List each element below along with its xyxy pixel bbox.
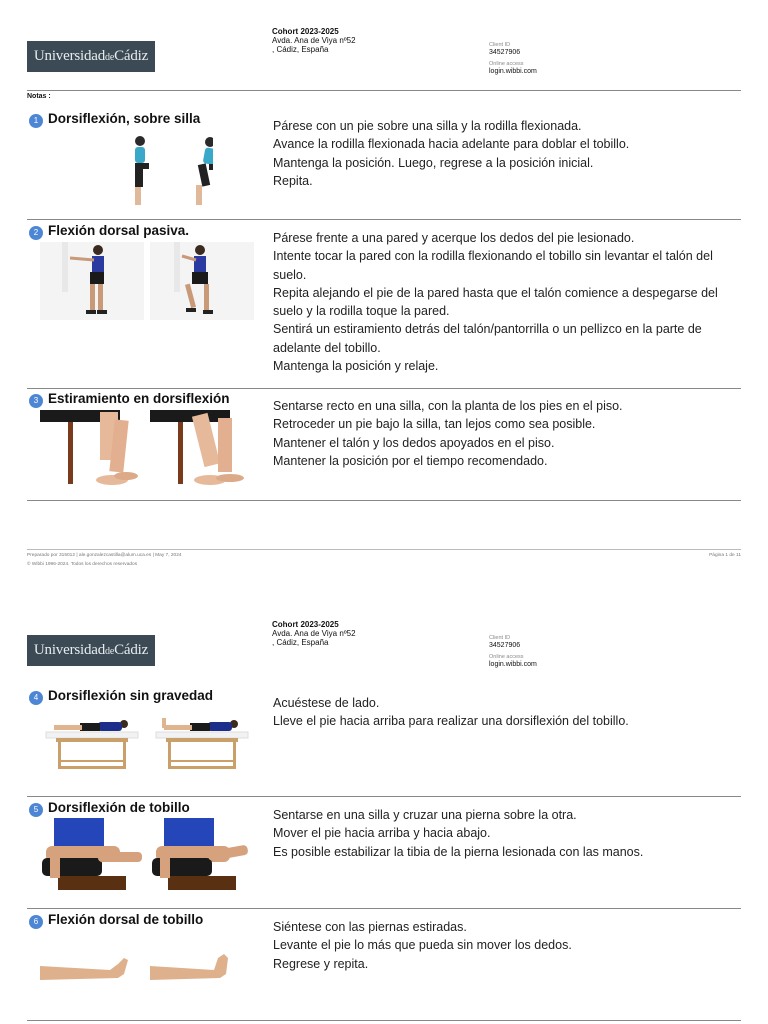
- address-line2: , Cádiz, España: [272, 638, 329, 647]
- header-divider: [27, 90, 741, 91]
- exercise-title: Dorsiflexión sin gravedad: [48, 688, 214, 703]
- exercise-image-end: [150, 242, 254, 320]
- exercise-number-badge: 2: [29, 226, 43, 240]
- exercise-image-start: [40, 930, 144, 1008]
- exercise-image-end: [150, 818, 254, 896]
- exercise-2: [27, 223, 741, 383]
- exercise-image-start: [40, 708, 144, 786]
- lunging-on-chair-figure: [163, 133, 213, 211]
- exercise-1: [27, 111, 741, 211]
- exercise-number-badge: 3: [29, 394, 43, 408]
- logo-text-main: Universidad: [33, 642, 106, 658]
- exercise-image-end: [150, 930, 254, 1008]
- address-block: [272, 27, 356, 54]
- instruction-line: Mantenga la posición. Luego, regrese a la posición inicial.: [273, 155, 594, 170]
- address-block: [272, 620, 356, 647]
- instruction-line: Retroceder un pie bajo la silla, tan lejos como sea posible.: [273, 417, 596, 432]
- exercise-image-start: [40, 410, 144, 488]
- exercise-divider: [27, 796, 741, 797]
- instruction-line: Sentarse recto en una silla, con la planta de los pies en el piso.: [273, 399, 623, 413]
- exercise-5: [27, 800, 741, 900]
- instruction-line: Párese con un pie sobre una silla y la rodilla flexionada.: [273, 119, 582, 133]
- exercise-divider: [27, 388, 741, 389]
- crossed-leg-figure: [40, 818, 144, 896]
- exercise-divider: [27, 219, 741, 220]
- instruction-line: Sentirá un estiramiento detrás del talón/pantorrilla o un pellizco en la parte de adelante del tobillo.: [273, 322, 702, 355]
- address-line1: Avda. Ana de Viya nº52: [272, 629, 356, 638]
- address-line2: , Cádiz, España: [272, 45, 329, 54]
- instruction-line: Mantener el talón y los dedos apoyados en el piso.: [273, 435, 555, 450]
- footer-page-number: Página 1 de 11: [709, 553, 741, 558]
- wall-lean-figure: [40, 242, 144, 320]
- exercise-instructions: [273, 918, 743, 973]
- exercise-number-badge: 5: [29, 803, 43, 817]
- cohort-text: Cohort 2023-2025: [272, 27, 339, 36]
- instruction-line: Levante el pie lo más que pueda sin mover los dedos.: [273, 938, 572, 953]
- online-access-link[interactable]: login.wibbi.com: [489, 661, 537, 668]
- side-lying-table-figure: [40, 708, 144, 786]
- exercise-instructions: [273, 229, 743, 375]
- side-lying-dorsiflex-figure: [150, 708, 254, 786]
- client-meta: [489, 635, 537, 669]
- instruction-line: Lleve el pie hacia arriba para realizar una dorsiflexión del tobillo.: [273, 714, 629, 729]
- exercise-title: Flexión dorsal pasiva.: [48, 223, 190, 238]
- instruction-line: Siéntese con las piernas estiradas.: [273, 920, 467, 934]
- instruction-line: Mantener la posición por el tiempo recomendado.: [273, 453, 548, 468]
- exercise-image-start: [99, 133, 149, 211]
- page-footer: [27, 551, 741, 569]
- client-meta: [489, 42, 537, 76]
- exercise-image-start: [40, 242, 144, 320]
- exercise-6: [27, 912, 741, 1012]
- logo-text-main: Universidad: [33, 48, 106, 64]
- exercise-number-badge: 1: [29, 114, 43, 128]
- exercise-title: Dorsiflexión de tobillo: [48, 800, 190, 815]
- exercise-instructions: [273, 806, 743, 861]
- exercise-image-end: [150, 410, 254, 488]
- exercise-3: [27, 391, 741, 496]
- university-logo: [27, 635, 155, 666]
- instruction-line: Repita alejando el pie de la pared hasta que el talón comience a despegarse del suelo y la rodilla toque la pared.: [273, 285, 718, 319]
- logo-text-end: Cádiz: [114, 642, 149, 658]
- exercise-4: [27, 688, 741, 788]
- instruction-line: Intente tocar la pared con la rodilla flexionando el tobillo sin levantar el talón del suelo.: [273, 249, 713, 282]
- exercise-instructions: [273, 397, 743, 470]
- cohort-text: Cohort 2023-2025: [272, 620, 339, 629]
- instruction-line: Repita.: [273, 173, 313, 188]
- standing-on-chair-figure: [99, 133, 149, 211]
- exercise-image-end: [163, 133, 213, 211]
- online-access-label: Online access: [489, 61, 524, 67]
- footer-copyright: © Wibbi 1996-2024. Todos los derechos reservados: [27, 562, 138, 567]
- exercise-number-badge: 4: [29, 691, 43, 705]
- exercise-image-start: [40, 818, 144, 896]
- client-id-label: Client ID: [489, 635, 511, 641]
- online-access-label: Online access: [489, 654, 524, 660]
- exercise-image-end: [150, 708, 254, 786]
- straight-leg-dorsiflex-figure: [150, 930, 254, 1008]
- instruction-line: Acuéstese de lado.: [273, 696, 380, 710]
- notes-label: Notas :: [27, 93, 51, 100]
- exercise-title: Estiramiento en dorsiflexión: [48, 391, 230, 406]
- exercise-divider: [27, 500, 741, 501]
- client-id-label: Client ID: [489, 42, 511, 48]
- university-logo: [27, 41, 155, 72]
- instruction-line: Párese frente a una pared y acerque los dedos del pie lesionado.: [273, 231, 635, 245]
- exercise-divider: [27, 1020, 741, 1021]
- exercise-number-badge: 6: [29, 915, 43, 929]
- instruction-line: Mantenga la posición y relaje.: [273, 359, 439, 374]
- instruction-line: Es posible estabilizar la tibia de la pierna lesionada con las manos.: [273, 844, 644, 859]
- exercise-title: Dorsiflexión, sobre silla: [48, 111, 201, 126]
- exercise-title: Flexión dorsal de tobillo: [48, 912, 204, 927]
- seated-feet-flat-figure: [40, 410, 144, 488]
- seated-foot-back-figure: [150, 410, 254, 488]
- client-id: 34527906: [489, 49, 521, 56]
- instruction-line: Mover el pie hacia arriba y hacia abajo.: [273, 826, 491, 841]
- client-id: 34527906: [489, 642, 521, 649]
- logo-text-end: Cádiz: [114, 48, 149, 64]
- address-line1: Avda. Ana de Viya nº52: [272, 36, 356, 45]
- footer-divider: [27, 549, 741, 550]
- page-2: [0, 580, 768, 1024]
- wall-knee-touch-figure: [150, 242, 254, 320]
- crossed-leg-dorsiflex-figure: [150, 818, 254, 896]
- logo-text-de: de: [105, 52, 115, 63]
- exercise-instructions: [273, 117, 743, 190]
- logo-text-de: de: [105, 646, 115, 657]
- instruction-line: Sentarse en una silla y cruzar una pierna sobre la otra.: [273, 808, 577, 822]
- exercise-divider: [27, 908, 741, 909]
- instruction-line: Avance la rodilla flexionada hacia adelante para doblar el tobillo.: [273, 137, 630, 152]
- footer-prepared-by: Preparado por 315012 | ale.gonzalezcastilla@alum.uca.es | May 7, 2024: [27, 553, 182, 558]
- instruction-line: Regrese y repita.: [273, 956, 369, 971]
- exercise-instructions: [273, 694, 743, 731]
- straight-leg-figure: [40, 930, 144, 1008]
- online-access-link[interactable]: login.wibbi.com: [489, 68, 537, 75]
